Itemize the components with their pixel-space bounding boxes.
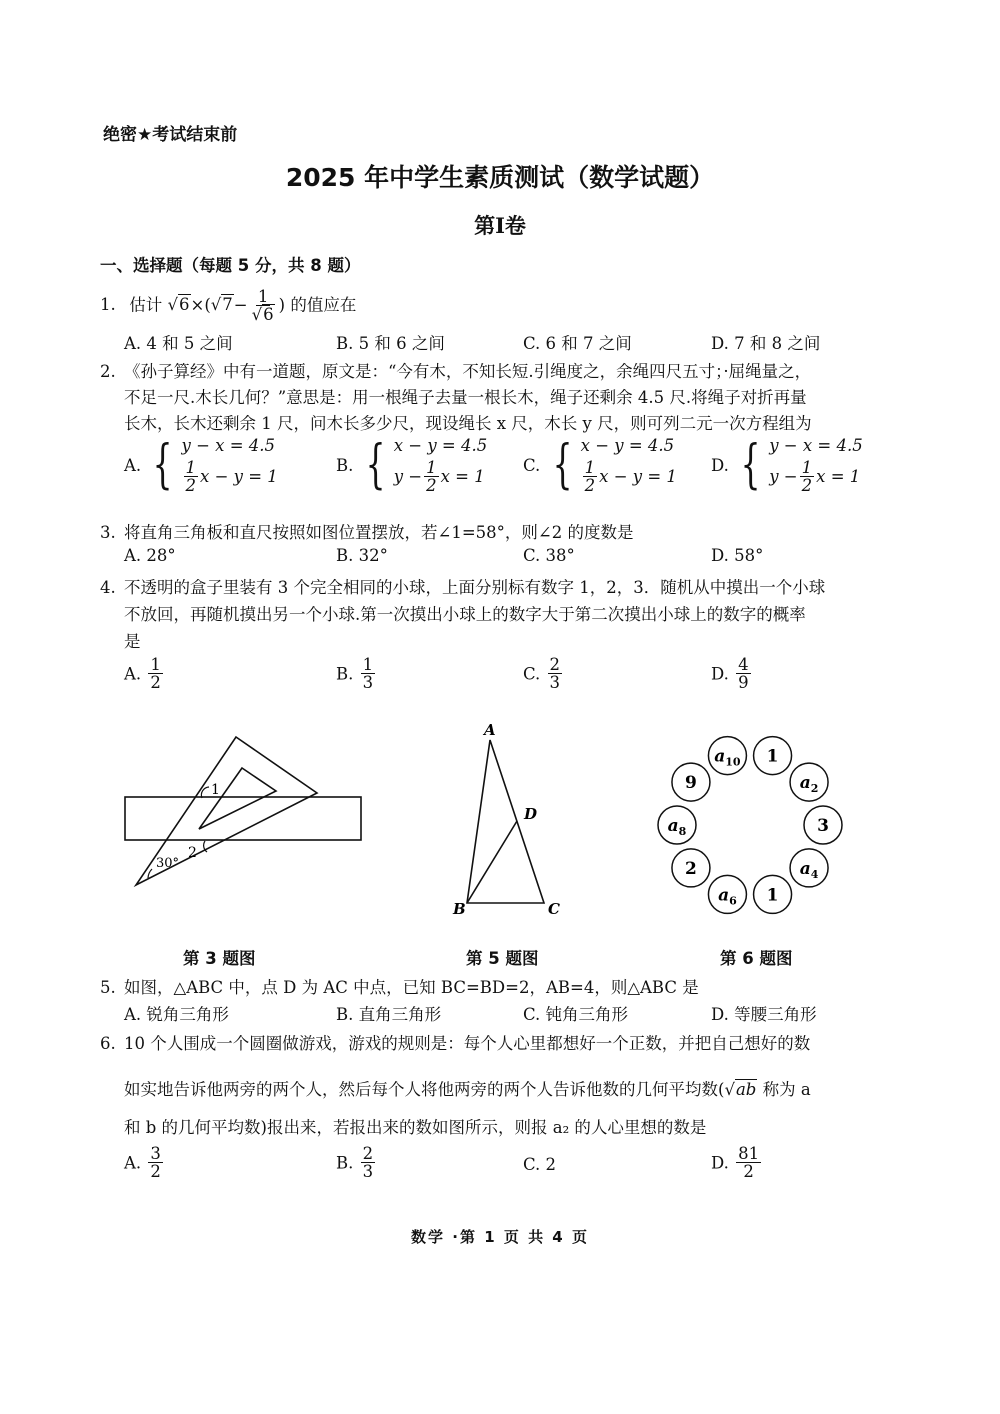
equation-system: { y − x = 4.5 y − $\frac{1}{2}$ x = 1 [740, 435, 863, 496]
figure-3-ruler-triangle [110, 720, 380, 900]
circle-value: $a_6$ [718, 885, 737, 908]
person-circle [790, 763, 828, 801]
question-5: 5. 如图，△ABC 中，点 D 为 AC 中点，已知 BC=BD=2，AB=4，则△ABC 是 [100, 978, 699, 997]
option-4a[interactable]: A. $\frac{1}{2}$ [124, 655, 161, 693]
option-4b[interactable]: B. $\frac{1}{3}$ [336, 655, 374, 693]
option-2d[interactable]: D. { y − x = 4.5 y − $\frac{1}{2}$ x = 1 [711, 435, 863, 496]
page-title: 2025 年中学生素质测试（数学试题） [285, 163, 715, 192]
ruler [125, 797, 361, 840]
person-circle [790, 849, 828, 887]
option-3d[interactable]: D. 58° [711, 546, 764, 565]
option-1d[interactable]: D. 7 和 8 之间 [711, 334, 821, 353]
option-3a[interactable]: A. 28° [124, 546, 176, 565]
question-number: 1. [100, 295, 116, 315]
option-2a[interactable]: A. { y − x = 4.5 $\frac{1}{2}$ x − y = 1 [124, 435, 278, 496]
question-2-line-3: 长木，长木还剩余 1 尺，问木长多少尺，现设绳长 x 尺，木长 y 尺，则可列二元一次方程组为 [124, 414, 812, 433]
figure-6-caption: 第 6 题图 [720, 949, 793, 968]
option-6b[interactable]: B. $\frac{2}{3}$ [336, 1144, 374, 1182]
circle-value: 1 [766, 746, 779, 767]
question-2-line-1: 2. 《孙子算经》中有一道题，原文是：“今有木，不知长短.引绳度之，余绳四尺五寸；·屈绳量之， [100, 362, 812, 381]
question-text: 估计 [129, 295, 163, 315]
vertex-b-label: B [453, 900, 466, 918]
figure-5-caption: 第 5 题图 [466, 949, 539, 968]
option-4d[interactable]: D. $\frac{4}{9}$ [711, 655, 749, 693]
sqrt-expression: √6 [167, 295, 190, 315]
option-5d[interactable]: D. 等腰三角形 [711, 1005, 817, 1024]
circle-value: 3 [817, 816, 829, 836]
person-circle [754, 737, 792, 775]
option-3b[interactable]: B. 32° [336, 546, 388, 565]
option-1c[interactable]: C. 6 和 7 之间 [523, 334, 632, 353]
vertex-c-label: C [548, 900, 560, 918]
circle-value: $a_8$ [667, 816, 687, 838]
vertex-a-label: A [484, 721, 496, 739]
question-3: 3. 将直角三角板和直尺按照如图位置摆放，若∠1=58°，则∠2 的度数是 [100, 523, 634, 542]
question-1: 1. 估计 √6×(√7− $\frac{1}{√6}$ ) 的值应在 [100, 287, 357, 325]
person-circle [708, 875, 746, 913]
option-3c[interactable]: C. 38° [523, 546, 575, 565]
volume-heading: 第Ⅰ卷 [474, 213, 526, 238]
equation-system: { x − y = 4.5 $\frac{1}{2}$ x − y = 1 [552, 435, 677, 496]
option-1b[interactable]: B. 5 和 6 之间 [336, 334, 445, 353]
circle-value: $a_2$ [799, 773, 819, 796]
equation-system: { y − x = 4.5 $\frac{1}{2}$ x − y = 1 [153, 435, 278, 496]
segment-bd [467, 821, 517, 903]
circle-value: 1 [766, 885, 779, 906]
option-6a[interactable]: A. $\frac{3}{2}$ [124, 1144, 161, 1182]
angle-30-label: 30° [156, 856, 180, 871]
question-2-line-2: 不足一尺.木长几何？”意思是：用一根绳子去量一根长木，绳子还剩余 4.5 尺.将绳子对折再量 [124, 388, 807, 407]
person-circle [658, 806, 696, 844]
equation-system: { x − y = 4.5 y − $\frac{1}{2}$ x = 1 [365, 435, 488, 496]
section-heading: 一、选择题（每题 5 分，共 8 题） [100, 256, 361, 275]
circle-value: 9 [685, 773, 697, 794]
option-5a[interactable]: A. 锐角三角形 [124, 1005, 229, 1024]
angle-2-label: 2 [188, 845, 197, 861]
option-1a[interactable]: A. 4 和 5 之间 [124, 334, 233, 353]
page-footer: 数学 ·第 1 页 共 4 页 [411, 1228, 589, 1246]
option-6c[interactable]: C. 2 [523, 1155, 557, 1174]
circle-value: $a_4$ [799, 858, 819, 881]
question-6-line-3: 和 b 的几何平均数)报出来，若报出来的数如图所示，则报 a₂ 的人心里想的数是 [124, 1118, 707, 1137]
option-5b[interactable]: B. 直角三角形 [336, 1005, 442, 1024]
question-6-line-2: 如实地告诉他两旁的两个人，然后每个人将他两旁的两个人告诉他数的几何平均数(√ab 称为 a [124, 1080, 811, 1099]
person-circle [708, 737, 746, 775]
question-4-line-1: 4. 不透明的盒子里装有 3 个完全相同的小球，上面分别标有数字 1，2，3．随机从中摸出一个小球 [100, 578, 826, 597]
question-4-line-3: 是 [124, 632, 141, 651]
option-2b[interactable]: B. { x − y = 4.5 y − $\frac{1}{2}$ x = 1 [336, 435, 488, 496]
option-5c[interactable]: C. 钝角三角形 [523, 1005, 629, 1024]
question-text: 的值应在 [290, 295, 357, 315]
person-circle [672, 849, 710, 887]
sqrt-expression: √7 [210, 295, 233, 315]
sqrt-expression: √ab [724, 1080, 757, 1099]
fraction: $\frac{1}{√6}$ [251, 287, 274, 325]
confidential-label: 绝密★考试结束前 [103, 125, 238, 145]
figure-3-caption: 第 3 题图 [183, 949, 256, 968]
point-d-label: D [524, 805, 538, 823]
figure-5-triangle [440, 715, 580, 925]
person-circle [804, 806, 842, 844]
figure-6-circle-game [650, 730, 850, 920]
circle-value: $a_{10}$ [714, 746, 741, 769]
angle-1-label: 1 [211, 782, 220, 798]
person-circle [754, 875, 792, 913]
circle-value: 2 [685, 858, 697, 879]
option-6d[interactable]: D. $\frac{81}{2}$ [711, 1144, 760, 1182]
option-4c[interactable]: C. $\frac{2}{3}$ [523, 655, 561, 693]
person-circle [672, 763, 710, 801]
question-6-line-1: 6. 10 个人围成一个圆圈做游戏，游戏的规则是：每个人心里都想好一个正数，并把自己想好的数 [100, 1034, 811, 1053]
question-4-line-2: 不放回，再随机摸出另一个小球.第一次摸出小球上的数字大于第二次摸出小球上的数字的概率 [124, 605, 806, 624]
option-2c[interactable]: C. { x − y = 4.5 $\frac{1}{2}$ x − y = 1 [523, 435, 677, 496]
